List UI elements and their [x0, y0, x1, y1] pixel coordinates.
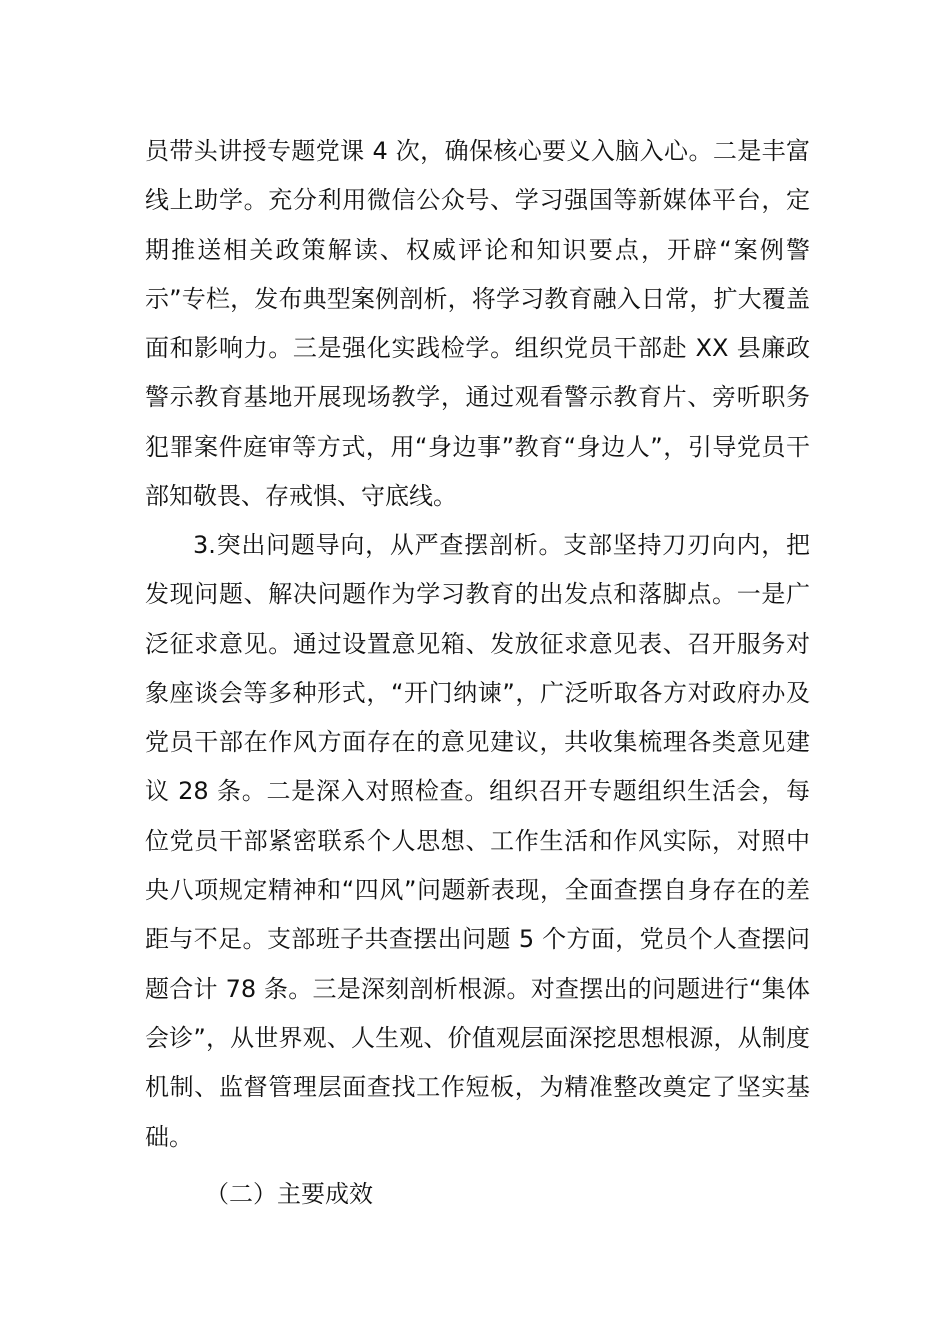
continuation-paragraph: 员带头讲授专题党课 4 次，确保核心要义入脑入心。二是丰富线上助学。充分利用微信公众号、学习强国等新媒体平台，定期推送相关政策解读、权威评论和知识要点，开辟“案例警示”专栏，发布典型案例剖析，将学习教育融入日常，扩大覆盖面和影响力。三是强化实践检学。组织党员干部赴 XX 县廉政警示教育基地开展现场教学，通过观看警示教育片、旁听职务犯罪案件庭审等方式，用“身边事”教育“身边人”，引导党员干部知敬畏、存戒惧、守底线。 [145, 137, 810, 511]
section-heading: （二）主要成效 [205, 1180, 373, 1208]
paragraph-3: 3.突出问题导向，从严查摆剖析。支部坚持刀刃向内，把发现问题、解决问题作为学习教育的出发点和落脚点。一是广泛征求意见。通过设置意见箱、发放征求意见表、召开服务对象座谈会等多种形式，“开门纳谏”，广泛听取各方对政府办及党员干部在作风方面存在的意见建议，共收集梳理各类意见建议 28 条。二是深入对照检查。组织召开专题组织生活会，每位党员干部紧密联系个人思想、工作生活和作风实际，对照中央八项规定精神和“四风”问题新表现，全面查摆自身存在的差距与不足。支部班子共查摆出问题 5 个方面，党员个人查摆问题合计 78 条。三是深刻剖析根源。对查摆出的问题进行“集体会诊”，从世界观、人生观、价值观层面深挖思想根源，从制度机制、监督管理层面查找工作短板，为精准整改奠定了坚实基础。 [145, 531, 810, 1151]
